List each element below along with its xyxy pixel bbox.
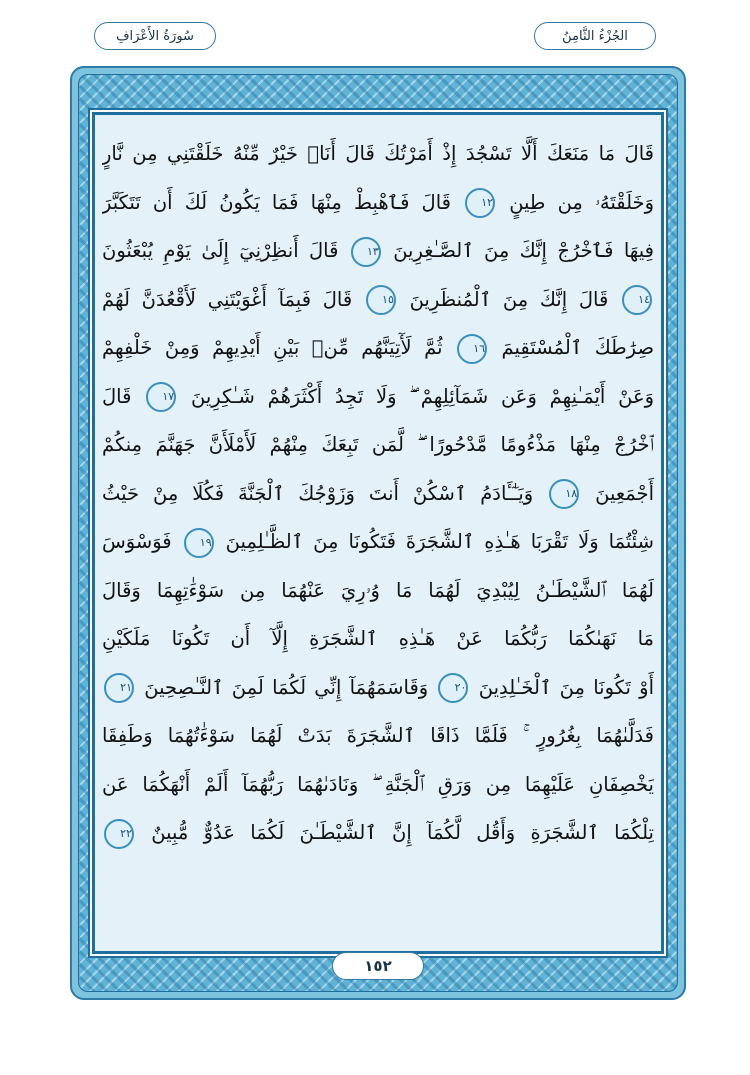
ayah-number-marker: ١٦ — [457, 334, 487, 364]
verse-line — [102, 421, 654, 470]
ayah-number-marker: ٢١ — [104, 673, 134, 703]
verse-line — [102, 227, 654, 276]
verse-line — [102, 470, 654, 519]
verse-text: ٱخْرُجْ مِنْهَا مَذْءُومًا مَّدْحُورًا ۖ لَّمَن تَبِعَكَ مِنْهُمْ لَأَمْلَأَنَّ جَهَنَّمَ مِنكُمْ — [102, 433, 654, 456]
ayah-number-marker: ١٩ — [184, 528, 214, 558]
ayah-number-marker: ١٧ — [146, 382, 176, 412]
ayah-number-marker: ٢٠ — [438, 673, 468, 703]
verse-text: فَوَسْوَسَ — [102, 530, 182, 553]
verse-line — [102, 324, 654, 373]
ayah-number-marker: ١٣ — [351, 237, 381, 267]
verse-text: يَخْصِفَانِ عَلَيْهِمَا مِن وَرَقِ ٱلْجَنَّةِ ۖ وَنَادَىٰهُمَا رَبُّهُمَآ أَلَمْ أَنْهَكُمَا عَن — [102, 772, 654, 796]
verse-line — [102, 518, 654, 567]
verse-text: وَعَنْ أَيْمَـٰنِهِمْ وَعَن شَمَآئِلِهِمْ ۖ وَلَا تَجِدُ أَكْثَرَهُمْ شَـٰكِرِينَ — [178, 384, 654, 408]
verse-text: وَقَاسَمَهُمَآ إِنِّي لَكُمَا لَمِنَ ٱلنَّـٰصِحِينَ — [136, 675, 437, 699]
verse-line — [102, 615, 654, 664]
verse-text: فِيهَا فَٱخْرُجْ إِنَّكَ مِنَ ٱلصَّـٰغِرِينَ — [382, 239, 654, 262]
verse-lines — [102, 130, 654, 858]
verse-text: قَالَ فَبِمَآ أَغْوَيْتَنِي لَأَقْعُدَنَّ لَهُمْ — [102, 287, 364, 311]
juz-name-text: الجُزْءُ الثَّامِنُ — [562, 28, 628, 44]
verse-line — [102, 712, 654, 761]
verse-text: ثُمَّ لَأٓتِيَنَّهُم مِّنۢ بَيْنِ أَيْدِيهِمْ وَمِنْ خَلْفِهِمْ — [102, 336, 456, 359]
verse-text: أَوْ تَكُونَا مِنَ ٱلْخَـٰلِدِينَ — [470, 675, 654, 699]
verse-text: فَدَلَّىٰهُمَا بِغُرُورٍ ۚ فَلَمَّا ذَاقَا ٱلشَّجَرَةَ بَدَتْ لَهُمَا سَوْءَٰتُهُمَا وَطَفِقَا — [102, 724, 654, 747]
surah-name-badge — [94, 22, 216, 50]
verse-line — [102, 567, 654, 616]
verse-line — [102, 276, 654, 325]
verse-text: وَيَـٰٓـَٔادَمُ ٱسْكُنْ أَنتَ وَزَوْجُكَ ٱلْجَنَّةَ فَكُلَا مِنْ حَيْثُ — [102, 481, 548, 505]
verse-line — [102, 664, 654, 713]
verse-line — [102, 809, 654, 858]
verse-text: أَجْمَعِينَ — [581, 481, 654, 505]
page-frame — [70, 66, 686, 1000]
verse-text: لَهُمَا ٱلشَّيْطَـٰنُ لِيُبْدِيَ لَهُمَا مَا وُۥرِيَ عَنْهُمَا مِن سَوْءَٰتِهِمَا وَقَالَ — [102, 578, 654, 602]
juz-name-badge — [534, 22, 656, 50]
verse-line — [102, 130, 654, 179]
ayah-number-marker: ١٢ — [465, 188, 495, 218]
verse-line — [102, 179, 654, 228]
ayah-number-marker: ٢٢ — [104, 819, 134, 849]
verse-text: قَالَ إِنَّكَ مِنَ ٱلْمُنظَرِينَ — [397, 287, 620, 311]
verse-text: قَالَ — [102, 384, 145, 408]
verse-text: قَالَ فَٱهْبِطْ مِنْهَا فَمَا يَكُونُ لَكَ أَن تَتَكَبَّرَ — [102, 190, 464, 214]
page-number-text: ١٥٢ — [364, 957, 392, 975]
page-number — [332, 952, 424, 980]
verse-text: وَخَلَقْتَهُۥ مِن طِينٍ — [497, 190, 654, 214]
verse-text: صِرَٰطَكَ ٱلْمُسْتَقِيمَ — [489, 336, 654, 359]
verse-line — [102, 373, 654, 422]
ayah-number-marker: ١٤ — [622, 285, 652, 315]
verse-text: قَالَ أَنظِرْنِيٓ إِلَىٰ يَوْمِ يُبْعَثُونَ — [102, 239, 349, 262]
ayah-number-marker: ١٥ — [366, 285, 396, 315]
verse-line — [102, 761, 654, 810]
ayah-number-marker: ١٨ — [549, 479, 579, 509]
verse-text: شِئْتُمَا وَلَا تَقْرَبَا هَـٰذِهِ ٱلشَّجَرَةَ فَتَكُونَا مِنَ ٱلظَّـٰلِمِينَ — [215, 530, 654, 553]
verse-text: تِلْكُمَا ٱلشَّجَرَةِ وَأَقُل لَّكُمَآ إِنَّ ٱلشَّيْطَـٰنَ لَكُمَا عَدُوٌّ مُّبِينٌ — [136, 821, 654, 844]
verse-text: قَالَ مَا مَنَعَكَ أَلَّا تَسْجُدَ إِذْ أَمَرْتُكَ قَالَ أَنَا۠ خَيْرٌ مِّنْهُ خَلَقْتَنِي مِن نَّارٍ — [102, 142, 654, 165]
verse-text: مَا نَهَىٰكُمَا رَبُّكُمَا عَنْ هَـٰذِهِ ٱلشَّجَرَةِ إِلَّآ أَن تَكُونَا مَلَكَيْنِ — [102, 627, 654, 650]
surah-name-text: سُورَةُ الأَعْرَافِ — [116, 28, 194, 44]
